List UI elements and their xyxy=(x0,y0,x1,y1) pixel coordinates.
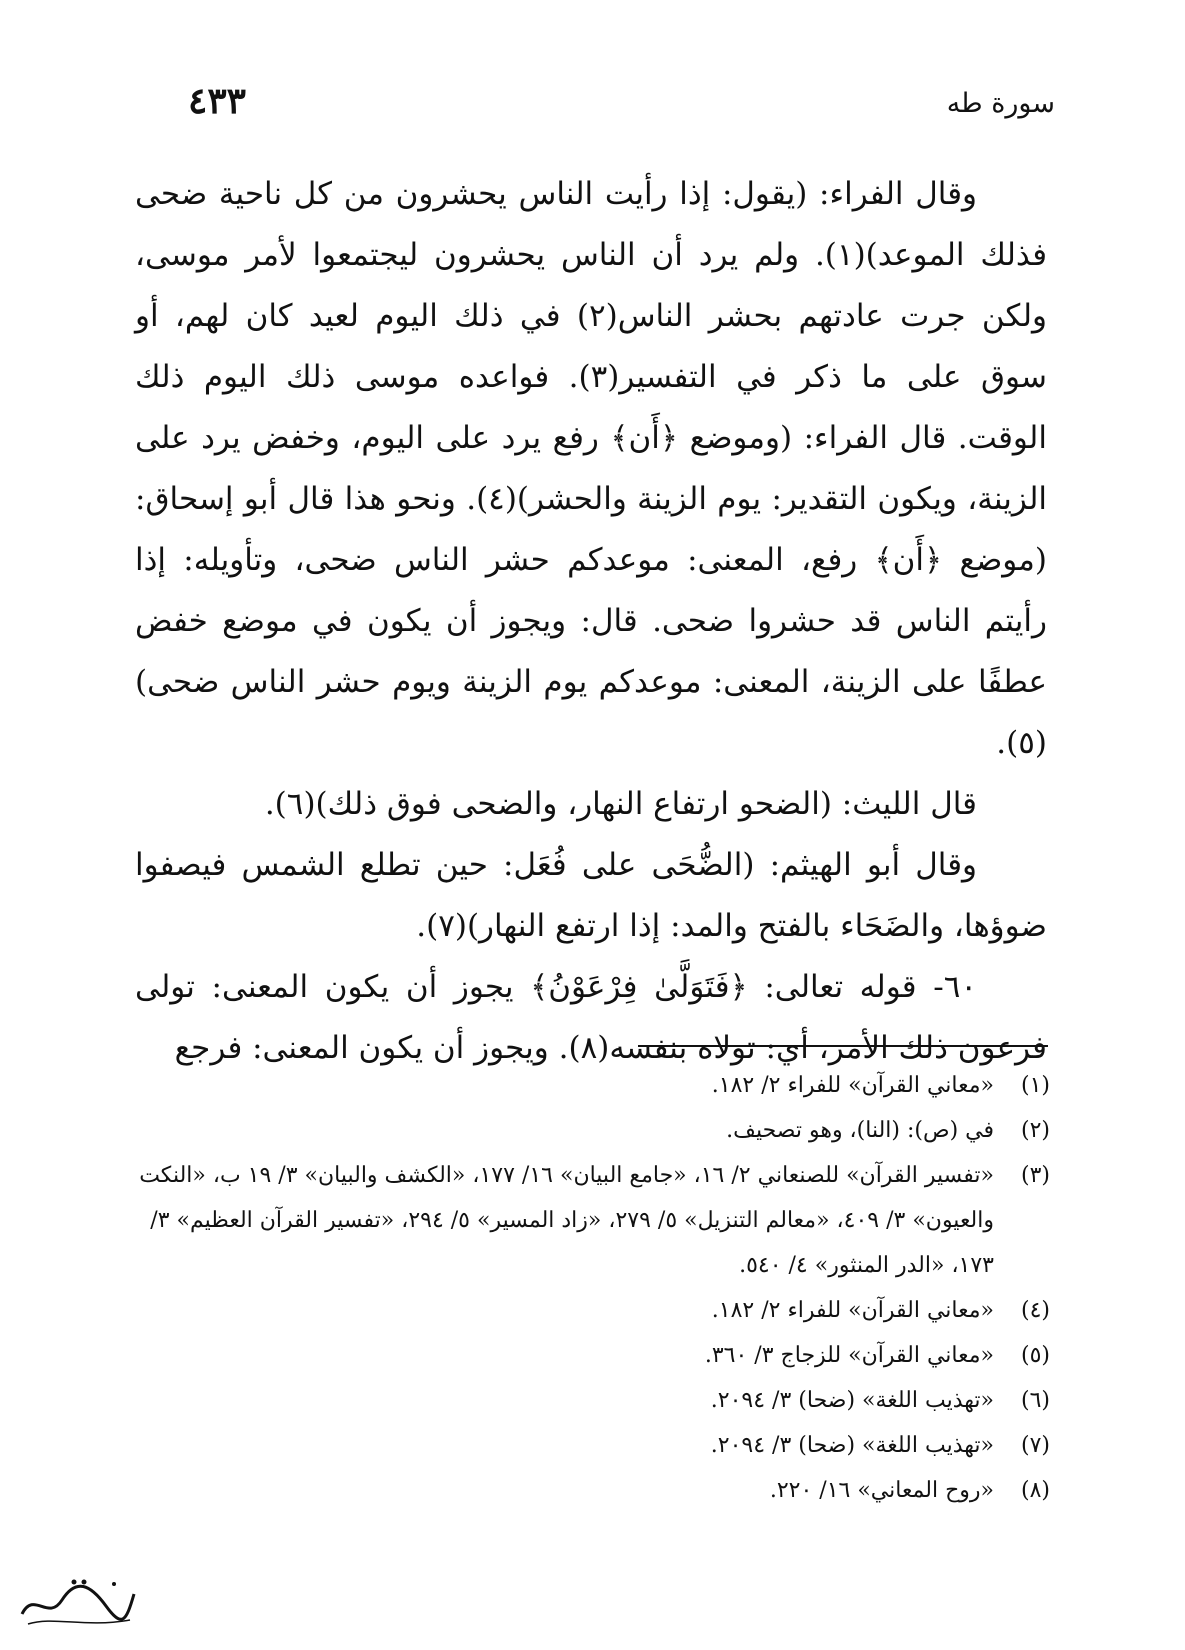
paragraph: وقال الفراء: (يقول: إذا رأيت الناس يحشرون من كل ناحية ضحى فذلك الموعد)(١). ولم يرد أن الناس يحشرون ليجتمعوا لأمر موسى، ولكن جرت عادتهم بحشر الناس(٢) في ذلك اليوم لعيد كان لهم، أو سوق على ما ذكر في التفسير(٣). فواعده موسى ذلك اليوم ذلك الوقت. قال الفراء: (وموضع ﴿أَن﴾ رفع يرد على اليوم، وخفض يرد على الزينة، ويكون التقدير: يوم الزينة والحشر)(٤). ونحو هذا قال أبو إسحاق: (موضع ﴿أَن﴾ رفع، المعنى: موعدكم حشر الناس ضحى، وتأويله: إذا رأيتم الناس قد حشروا ضحى. قال: ويجوز أن يكون في موضع خفض عطفًا على الزينة، المعنى: موعدكم يوم الزينة ويوم حشر الناس ضحى)(٥). xyxy=(135,176,1048,761)
footnote xyxy=(135,1153,1050,1288)
footnote-text: «تفسير القرآن» للصنعاني ٢/ ١٦، «جامع البيان» ١٦/ ١٧٧، «الكشف والبيان» ٣/ ١٩ ب، «النكت والعيون» ٣/ ٤٠٩، «معالم التنزيل» ٥/ ٢٧٩، «زاد المسير» ٥/ ٢٩٤، «تفسير القرآن العظيم» ٣/ ١٧٣، «الدر المنثور» ٤/ ٥٤٠. xyxy=(139,1163,994,1278)
page-header xyxy=(130,80,1055,130)
footnote-number: (٤) xyxy=(1020,1298,1050,1323)
footnote xyxy=(135,1288,1050,1333)
footnote xyxy=(135,1423,1050,1468)
footnote-number: (٧) xyxy=(1020,1433,1050,1458)
footnote xyxy=(135,1468,1050,1513)
footnote xyxy=(135,1378,1050,1423)
footnote-text: «تهذيب اللغة» (ضحا) ٣/ ٢٠٩٤. xyxy=(710,1433,994,1458)
main-text xyxy=(135,164,1047,1079)
page-number: ٤٣٣ xyxy=(188,80,247,122)
footnote-number: (١) xyxy=(1020,1073,1050,1098)
footnote-text: «معاني القرآن» للفراء ٢/ ١٨٢. xyxy=(711,1073,994,1098)
footnote-text: «روح المعاني» ١٦/ ٢٢٠. xyxy=(769,1478,994,1503)
footnote-number: (٦) xyxy=(1020,1388,1050,1413)
footnote-text: «معاني القرآن» للفراء ٢/ ١٨٢. xyxy=(711,1298,994,1323)
footnote-number: (٨) xyxy=(1020,1478,1050,1503)
footnote-number: (٣) xyxy=(1020,1163,1050,1188)
footnotes xyxy=(135,1063,1050,1513)
footnote-text: «تهذيب اللغة» (ضحا) ٣/ ٢٠٩٤. xyxy=(710,1388,994,1413)
footnote-number: (٢) xyxy=(1020,1118,1050,1143)
footnote-text: «معاني القرآن» للزجاج ٣/ ٣٦٠. xyxy=(704,1343,994,1368)
watermark-logo xyxy=(14,1570,142,1636)
surah-name: سورة طه xyxy=(946,88,1055,119)
paragraph: وقال أبو الهيثم: (الضُّحَى على فُعَل: حين تطلع الشمس فيصفوا ضوؤها، والضَحَاء بالفتح والمد: إذا ارتفع النهار)(٧). xyxy=(135,847,1047,944)
footnote-text: في (ص): (النا)، وهو تصحيف. xyxy=(726,1118,994,1143)
footnote-number: (٥) xyxy=(1020,1343,1050,1368)
footnote xyxy=(135,1063,1050,1108)
footnote xyxy=(135,1333,1050,1378)
paragraph: قال الليث: (الضحو ارتفاع النهار، والضحى فوق ذلك)(٦). xyxy=(264,786,977,822)
paragraph: ٦٠- قوله تعالى: ﴿فَتَوَلَّىٰ فِرْعَوْنُ﴾ يجوز أن يكون المعنى: تولى فرعون ذلك الأمر، أي: تولاه بنفسه(٨). ويجوز أن يكون المعنى: فرجع xyxy=(135,969,1047,1066)
footnote-separator xyxy=(638,1045,1048,1047)
footnote xyxy=(135,1108,1050,1153)
